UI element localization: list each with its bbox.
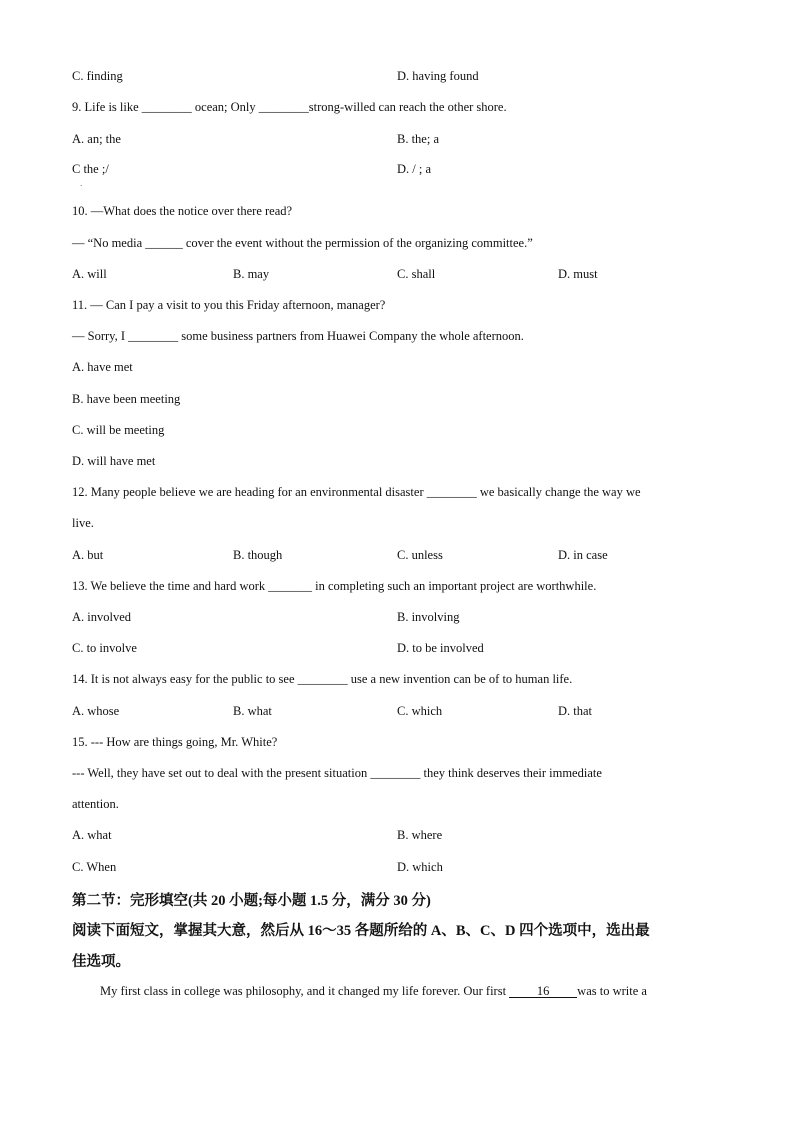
- q11-stem: 11. — Can I pay a visit to you this Friday afternoon, manager?: [72, 298, 386, 312]
- q11-line2: — Sorry, I ________ some business partners from Huawei Company the whole afternoon.: [72, 329, 524, 343]
- q11-option-d: D. will have met: [72, 454, 156, 468]
- q13-option-a: A. involved: [72, 610, 132, 624]
- q9-option-a: A. an; the: [72, 132, 121, 146]
- q12-option-c: C. unless: [397, 548, 443, 562]
- q11-option-a: A. have met: [72, 360, 133, 374]
- q12-option-d: D. in case: [558, 548, 608, 562]
- q15-option-d: D. which: [397, 860, 443, 874]
- q13-stem: 13. We believe the time and hard work _______ in completing such an important project are worthwhile.: [72, 579, 597, 593]
- q14-option-d: D. that: [558, 704, 593, 718]
- q9-stem: 9. Life is like ________ ocean; Only ________strong-willed can reach the other shore.: [72, 100, 507, 114]
- q9-option-d: D. / ; a: [397, 162, 432, 176]
- q14-option-a: A. whose: [72, 704, 120, 718]
- q15-stem: 15. --- How are things going, Mr. White?: [72, 735, 278, 749]
- q14-option-b: B. what: [233, 704, 272, 718]
- q10-option-a: A. will: [72, 267, 107, 281]
- section2-instruction-line2: 佳选项。: [72, 954, 130, 970]
- q12-line2: live.: [72, 516, 94, 530]
- q11-option-c: C. will be meeting: [72, 423, 165, 437]
- q14-stem: 14. It is not always easy for the public to see ________ use a new invention can be of to human life.: [72, 672, 573, 686]
- q13-option-b: B. involving: [397, 610, 460, 624]
- q14-option-c: C. which: [397, 704, 443, 718]
- q15-option-c: C. When: [72, 860, 117, 874]
- stray-dot: ·: [80, 182, 83, 190]
- q10-option-d: D. must: [558, 267, 598, 281]
- q10-option-b: B. may: [233, 267, 270, 281]
- q12-stem: 12. Many people believe we are heading for an environmental disaster ________ we basically change the way we: [72, 485, 641, 499]
- q10-line2: — “No media ______ cover the event without the permission of the organizing committee.”: [72, 236, 533, 250]
- q15-line2: --- Well, they have set out to deal with the present situation ________ they think deserves their immediate: [72, 766, 602, 780]
- q15-option-a: A. what: [72, 828, 112, 842]
- section2-heading: 第二节：完形填空(共 20 小题;每小题 1.5 分，满分 30 分): [72, 893, 431, 909]
- q15-option-b: B. where: [397, 828, 443, 842]
- passage-blank-16: 16: [509, 985, 577, 998]
- q9-option-c: C the ;/: [72, 162, 109, 176]
- passage-line1: [100, 984, 647, 999]
- section2-instruction-line1: 阅读下面短文，掌握其大意，然后从 16～35 各题所给的 A、B、C、D 四个选项中，选出最: [72, 923, 650, 939]
- q9-option-b: B. the; a: [397, 132, 440, 146]
- q11-option-b: B. have been meeting: [72, 392, 181, 406]
- q8-option-c: C. finding: [72, 69, 123, 83]
- q12-option-a: A. but: [72, 548, 104, 562]
- q10-option-c: C. shall: [397, 267, 436, 281]
- q13-option-c: C. to involve: [72, 641, 137, 655]
- q8-option-d: D. having found: [397, 69, 479, 83]
- q10-stem: 10. —What does the notice over there read?: [72, 204, 293, 218]
- q13-option-d: D. to be involved: [397, 641, 484, 655]
- passage-text-after: was to write a: [577, 984, 647, 998]
- q12-option-b: B. though: [233, 548, 283, 562]
- passage-text-before: My first class in college was philosophy, and it changed my life forever. Our first: [100, 984, 510, 998]
- q15-line3: attention.: [72, 797, 119, 811]
